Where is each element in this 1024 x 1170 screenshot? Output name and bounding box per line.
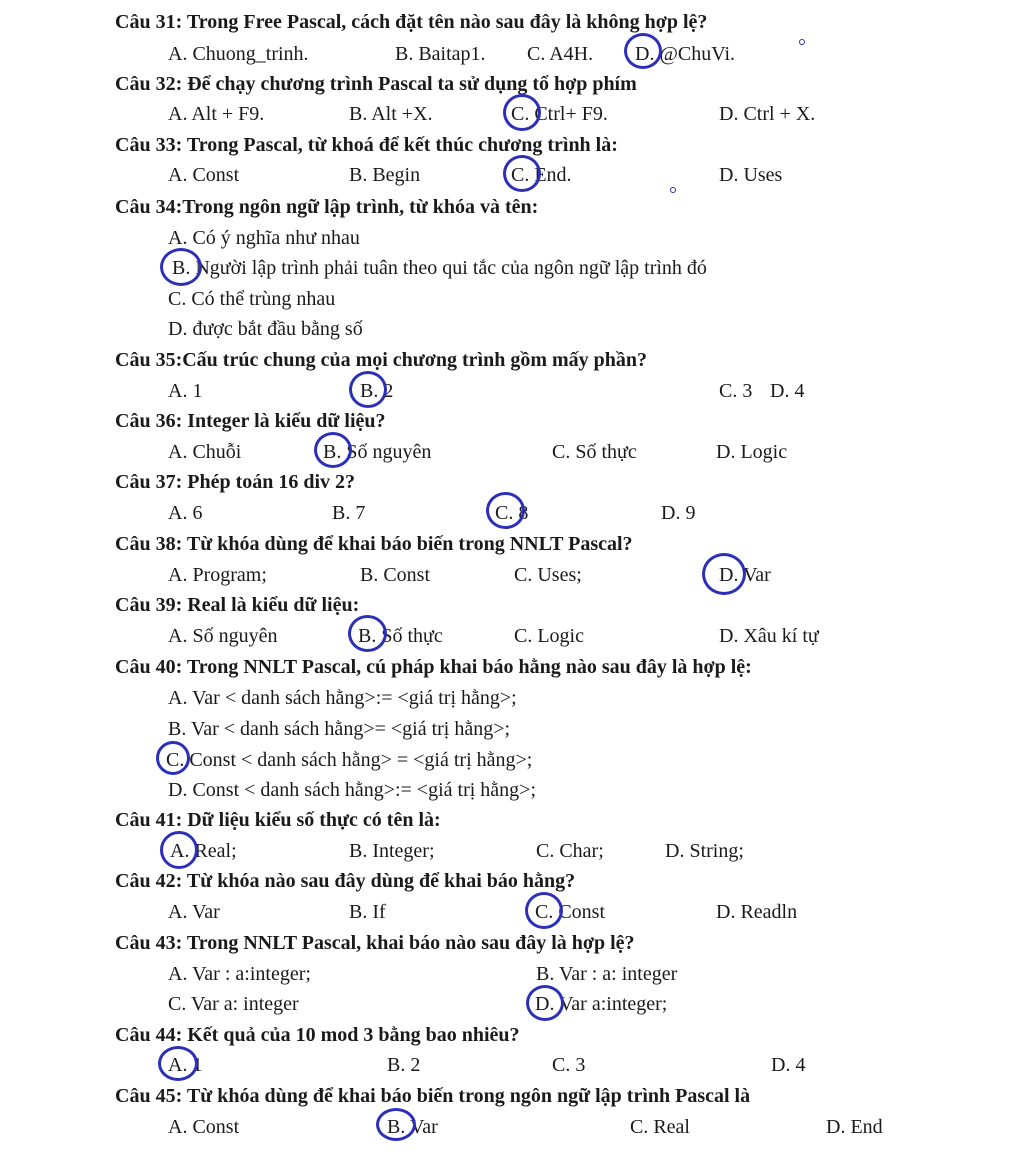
q45-option-a: A. Const [168, 1116, 240, 1138]
question-44: Câu 44: Kết quả của 10 mod 3 bằng bao nhiêu? [115, 1024, 520, 1046]
q32-option-a: A. Alt + F9. [168, 103, 265, 125]
q31-option-d: D. @ChuVi. [635, 43, 735, 65]
q36-option-d: D. Logic [716, 441, 788, 463]
q32-option-c: C. Ctrl+ F9. [511, 103, 608, 125]
question-32: Câu 32: Để chạy chương trình Pascal ta sử dụng tổ hợp phím [115, 73, 637, 95]
question-42: Câu 42: Từ khóa nào sau đây dùng để khai báo hằng? [115, 870, 576, 892]
q36-option-a: A. Chuỗi [168, 441, 242, 463]
q38-option-b: B. Const [360, 564, 431, 586]
answer-circle-q31 [624, 33, 662, 69]
q41-option-c: C. Char; [536, 840, 604, 862]
question-34: Câu 34:Trong ngôn ngữ lập trình, từ khóa và tên: [115, 196, 539, 218]
q37-option-a: A. 6 [168, 502, 203, 524]
q31-option-a: A. Chuong_trinh. [168, 43, 309, 65]
answer-circle-q32 [503, 94, 541, 131]
q35-option-b: B. 2 [360, 380, 394, 402]
q44-option-d: D. 4 [771, 1054, 806, 1076]
q40-option-a: A. Var < danh sách hằng>:= <giá trị hằng>; [168, 687, 517, 709]
question-40: Câu 40: Trong NNLT Pascal, cú pháp khai báo hằng nào sau đây là hợp lệ: [115, 656, 752, 678]
answer-circle-q44 [158, 1046, 198, 1081]
question-37: Câu 37: Phép toán 16 div 2? [115, 471, 356, 493]
q32-option-d: D. Ctrl + X. [719, 103, 816, 125]
q40-option-d: D. Const < danh sách hằng>:= <giá trị hằng>; [168, 779, 537, 801]
q35-option-c: C. 3 [719, 380, 753, 402]
q40-option-b: B. Var < danh sách hằng>= <giá trị hằng>; [168, 718, 511, 740]
q34-option-c: C. Có thể trùng nhau [168, 288, 336, 310]
answer-circle-q39 [348, 615, 387, 652]
answer-circle-q36 [314, 432, 352, 468]
answer-circle-q40 [156, 741, 190, 775]
q45-option-d: D. End [826, 1116, 883, 1138]
q39-option-b: B. Số thực [358, 625, 443, 647]
q44-option-c: C. 3 [552, 1054, 586, 1076]
q36-option-b: B. Số nguyên [323, 441, 432, 463]
q34-option-b: B. Người lập trình phải tuân theo qui tắc của ngôn ngữ lập trình đó [172, 257, 707, 279]
answer-circle-q45 [376, 1108, 416, 1141]
answer-circle-q41 [160, 831, 198, 869]
question-31: Câu 31: Trong Free Pascal, cách đặt tên nào sau đây là không hợp lệ? [115, 11, 708, 33]
q32-option-b: B. Alt +X. [349, 103, 433, 125]
question-43: Câu 43: Trong NNLT Pascal, khai báo nào sau đây là hợp lệ? [115, 932, 635, 954]
question-45: Câu 45: Từ khóa dùng để khai báo biến trong ngôn ngữ lập trình Pascal là [115, 1085, 751, 1107]
answer-circle-q38 [702, 553, 746, 595]
q43-option-a: A. Var : a:integer; [168, 963, 311, 985]
q43-option-c: C. Var a: integer [168, 993, 299, 1015]
question-33: Câu 33: Trong Pascal, từ khoá để kết thúc chương trình là: [115, 134, 618, 156]
q33-option-a: A. Const [168, 164, 240, 186]
q39-option-a: A. Số nguyên [168, 625, 278, 647]
answer-circle-q37 [486, 492, 525, 529]
q37-option-d: D. 9 [661, 502, 696, 524]
q38-option-a: A. Program; [168, 564, 267, 586]
q35-option-d: D. 4 [770, 380, 805, 402]
answer-circle-q43 [526, 985, 564, 1021]
q39-option-d: D. Xâu kí tự [719, 625, 819, 647]
ink-dot [799, 39, 805, 45]
q33-option-c: C. End. [511, 164, 572, 186]
answer-circle-q42 [525, 892, 563, 929]
q45-option-c: C. Real [630, 1116, 690, 1138]
answer-circle-q35 [349, 371, 387, 408]
q45-option-b: B. Var [387, 1116, 438, 1138]
q40-option-c: C. Const < danh sách hằng> = <giá trị hằng>; [166, 749, 533, 771]
q36-option-c: C. Số thực [552, 441, 637, 463]
ink-dot [670, 187, 676, 193]
q37-option-b: B. 7 [332, 502, 366, 524]
q42-option-d: D. Readln [716, 901, 798, 923]
q35-option-a: A. 1 [168, 380, 203, 402]
q42-option-c: C. Const [535, 901, 606, 923]
q38-option-d: D. Var [719, 564, 771, 586]
q33-option-b: B. Begin [349, 164, 421, 186]
question-39: Câu 39: Real là kiểu dữ liệu: [115, 594, 360, 616]
answer-circle-q34 [160, 248, 202, 286]
q44-option-a: A. 1 [168, 1054, 203, 1076]
question-36: Câu 36: Integer là kiểu dữ liệu? [115, 410, 386, 432]
question-38: Câu 38: Từ khóa dùng để khai báo biến trong NNLT Pascal? [115, 533, 633, 555]
q42-option-b: B. If [349, 901, 386, 923]
q31-option-b: B. Baitap1. [395, 43, 486, 65]
q41-option-a: A. Real; [170, 840, 237, 862]
question-35: Câu 35:Cấu trúc chung của mọi chương trình gồm mấy phần? [115, 349, 648, 371]
q41-option-b: B. Integer; [349, 840, 435, 862]
q37-option-c: C. 8 [495, 502, 529, 524]
q39-option-c: C. Logic [514, 625, 584, 647]
q34-option-d: D. được bắt đầu bằng số [168, 318, 363, 340]
q33-option-d: D. Uses [719, 164, 783, 186]
q38-option-c: C. Uses; [514, 564, 582, 586]
q44-option-b: B. 2 [387, 1054, 421, 1076]
answer-circle-q33 [503, 155, 541, 192]
question-41: Câu 41: Dữ liệu kiểu số thực có tên là: [115, 809, 441, 831]
q34-option-a: A. Có ý nghĩa như nhau [168, 227, 360, 249]
q43-option-d: D. Var a:integer; [535, 993, 668, 1015]
q31-option-c: C. A4H. [527, 43, 594, 65]
q41-option-d: D. String; [665, 840, 744, 862]
q42-option-a: A. Var [168, 901, 220, 923]
q43-option-b: B. Var : a: integer [536, 963, 678, 985]
